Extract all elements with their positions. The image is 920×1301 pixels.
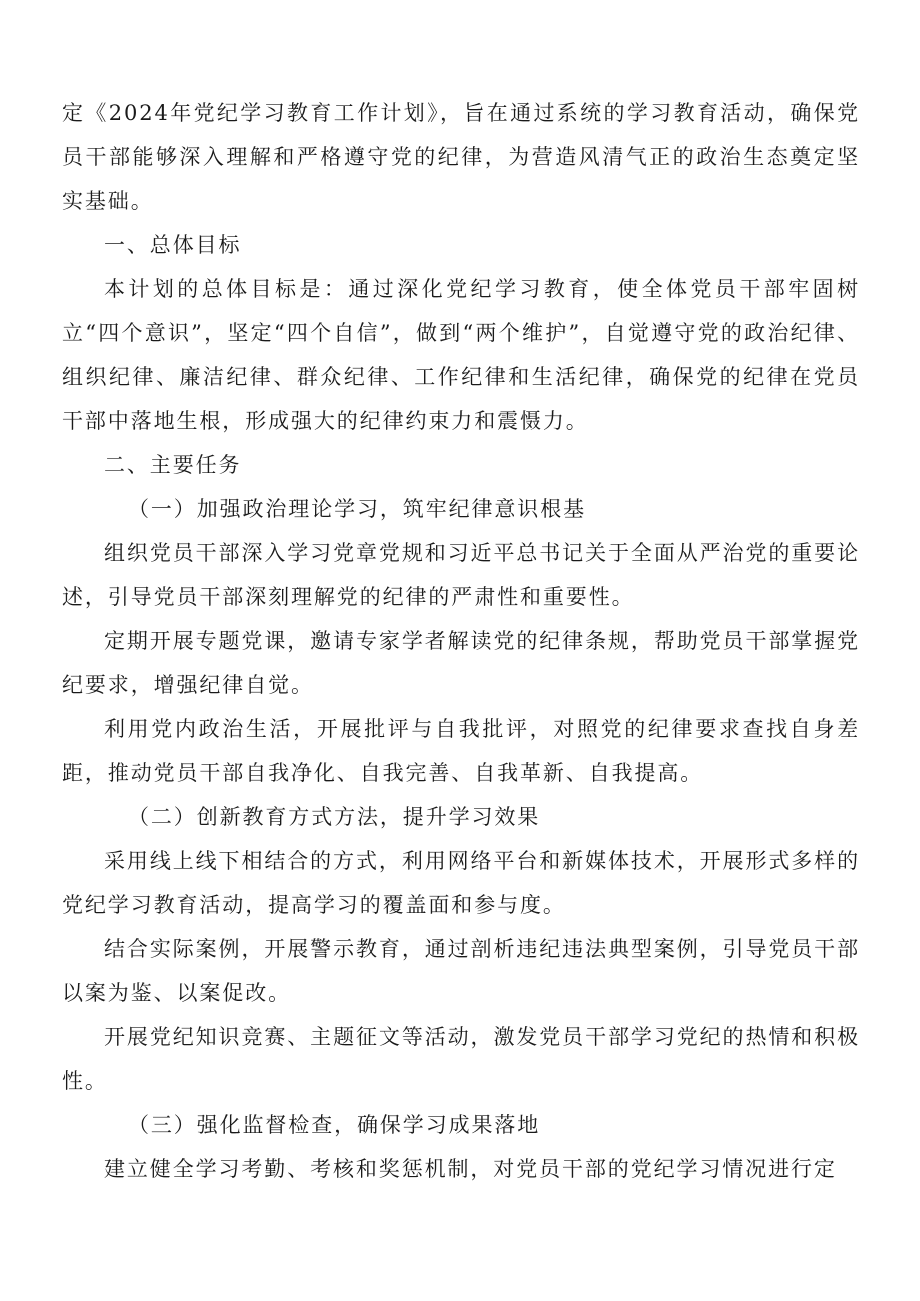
paragraph-task-2-a: 采用线上线下相结合的方式，利用网络平台和新媒体技术，开展形式多样的党纪学习教育活动，提高学习的覆盖面和参与度。	[62, 849, 860, 917]
document-body	[62, 91, 860, 1191]
subheading-task-3: （三）强化监督检查，确保学习成果落地	[128, 1113, 541, 1137]
paragraph-task-1-b: 定期开展专题党课，邀请专家学者解读党的纪律条规，帮助党员干部掌握党纪要求，增强纪律自觉。	[62, 629, 860, 697]
paragraph-task-3-a: 建立健全学习考勤、考核和奖惩机制，对党员干部的党纪学习情况进行定	[104, 1157, 837, 1181]
paragraph-task-1-c: 利用党内政治生活，开展批评与自我批评，对照党的纪律要求查找自身差距，推动党员干部自我净化、自我完善、自我革新、自我提高。	[62, 717, 860, 785]
paragraph-task-2-c: 开展党纪知识竞赛、主题征文等活动，激发党员干部学习党纪的热情和积极性。	[62, 1025, 860, 1093]
section-heading-main-tasks: 二、主要任务	[104, 453, 242, 477]
section-heading-overall-goal: 一、总体目标	[104, 233, 242, 257]
subheading-task-2: （二）创新教育方式方法，提升学习效果	[128, 805, 541, 829]
paragraph-task-1-a: 组织党员干部深入学习党章党规和习近平总书记关于全面从严治党的重要论述，引导党员干部深刻理解党的纪律的严肃性和重要性。	[62, 541, 860, 609]
paragraph-intro: 定《2024年党纪学习教育工作计划》，旨在通过系统的学习教育活动，确保党员干部能够深入理解和严格遵守党的纪律，为营造风清气正的政治生态奠定坚实基础。	[62, 101, 860, 213]
paragraph-overall-goal: 本计划的总体目标是：通过深化党纪学习教育，使全体党员干部牢固树立“四个意识”，坚定“四个自信”，做到“两个维护”，自觉遵守党的政治纪律、组织纪律、廉洁纪律、群众纪律、工作纪律和生活纪律，确保党的纪律在党员干部中落地生根，形成强大的纪律约束力和震慑力。	[62, 277, 860, 433]
paragraph-task-2-b: 结合实际案例，开展警示教育，通过剖析违纪违法典型案例，引导党员干部以案为鉴、以案促改。	[62, 937, 860, 1005]
subheading-task-1: （一）加强政治理论学习，筑牢纪律意识根基	[128, 497, 586, 521]
